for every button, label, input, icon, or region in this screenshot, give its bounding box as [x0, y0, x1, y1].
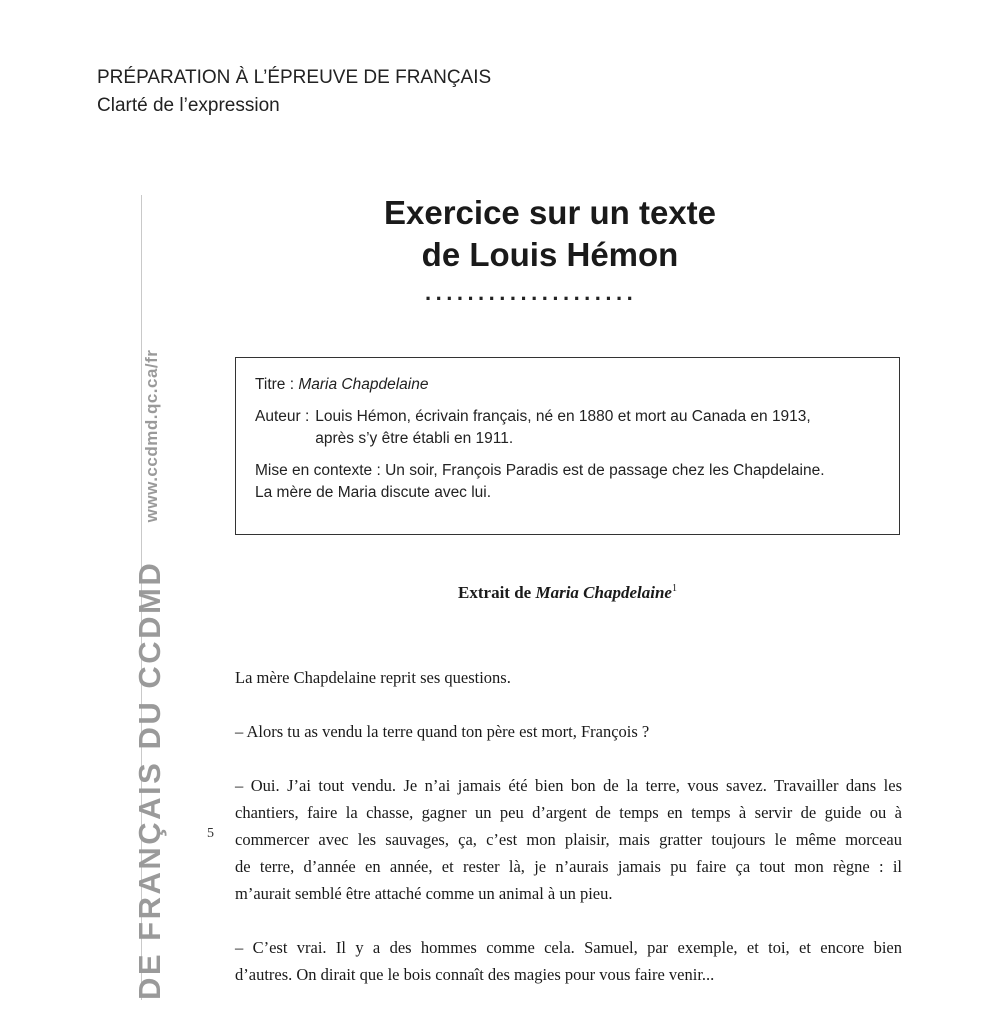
line-number: 5 [207, 826, 214, 841]
extract-text [235, 664, 902, 1015]
info-author-line-1: Louis Hémon, écrivain français, né en 1880 et mort au Canada en 1913, [315, 408, 811, 425]
page-header [97, 64, 491, 120]
side-website-url: www.ccdmd.qc.ca/fr [142, 349, 161, 523]
title-dotted-rule: .................... [425, 286, 638, 300]
info-author-value [315, 406, 882, 450]
header-subtitle: Clarté de l’expression [97, 95, 280, 116]
info-box [235, 357, 900, 535]
footnote-marker: 1 [671, 583, 677, 594]
title-line-2: de Louis Hémon [421, 236, 679, 273]
paragraph-3 [235, 772, 902, 907]
info-title-label: Titre : [255, 376, 295, 393]
info-context-line-1: Un soir, François Paradis est de passage chez les Chapdelaine. [385, 462, 825, 479]
extract-prefix: Extrait de [458, 583, 532, 602]
paragraph-3-line: m’aurait semblé être attaché comme un animal à un pieu. [235, 884, 613, 903]
paragraph-4-line: d’autres. On dirait que le bois connaît des magies pour vous faire venir... [235, 965, 715, 984]
paragraph-3-line: – Oui. J’ai tout vendu. Je n’ai jamais été bien bon de la terre, vous savez. Travailler dans les [235, 776, 902, 795]
paragraph-3-line: de terre, d’année en année, et rester là, je n’aurais jamais pu faire ça tout mon règne : il [235, 857, 902, 876]
info-context-row [255, 460, 882, 504]
side-collection-name: DE FRANÇAIS DU CCDMD [132, 560, 167, 1000]
header-series-title: PRÉPARATION À L’ÉPREUVE DE FRANÇAIS [97, 67, 492, 88]
extract-work-title: Maria Chapdelaine [535, 583, 672, 602]
info-author-row [255, 406, 882, 450]
paragraph-3-line: commercer avec les sauvages, ça, c’est mon plaisir, mais gratter toujours le même morceau [235, 830, 902, 849]
info-author-label: Auteur : [255, 408, 310, 425]
paragraph-2: – Alors tu as vendu la terre quand ton père est mort, François ? [235, 722, 650, 741]
info-author-line-2: après s’y être établi en 1911. [315, 430, 514, 447]
info-title-value: Maria Chapdelaine [298, 376, 429, 393]
extract-heading [235, 583, 900, 603]
paragraph-1: La mère Chapdelaine reprit ses questions. [235, 668, 511, 687]
title-line-1: Exercice sur un texte [384, 194, 716, 231]
info-context-line-2: La mère de Maria discute avec lui. [255, 484, 492, 501]
page-title [240, 192, 860, 276]
info-context-label: Mise en contexte : [255, 462, 381, 479]
paragraph-3-line: chantiers, faire la chasse, gagner un peu d’argent de temps en temps à servir de guide ou à [235, 803, 902, 822]
paragraph-4 [235, 934, 902, 988]
info-title-row [255, 374, 882, 396]
side-vertical-label [132, 350, 168, 1000]
paragraph-4-line: – C’est vrai. Il y a des hommes comme cela. Samuel, par exemple, et toi, et encore bien [235, 938, 902, 957]
